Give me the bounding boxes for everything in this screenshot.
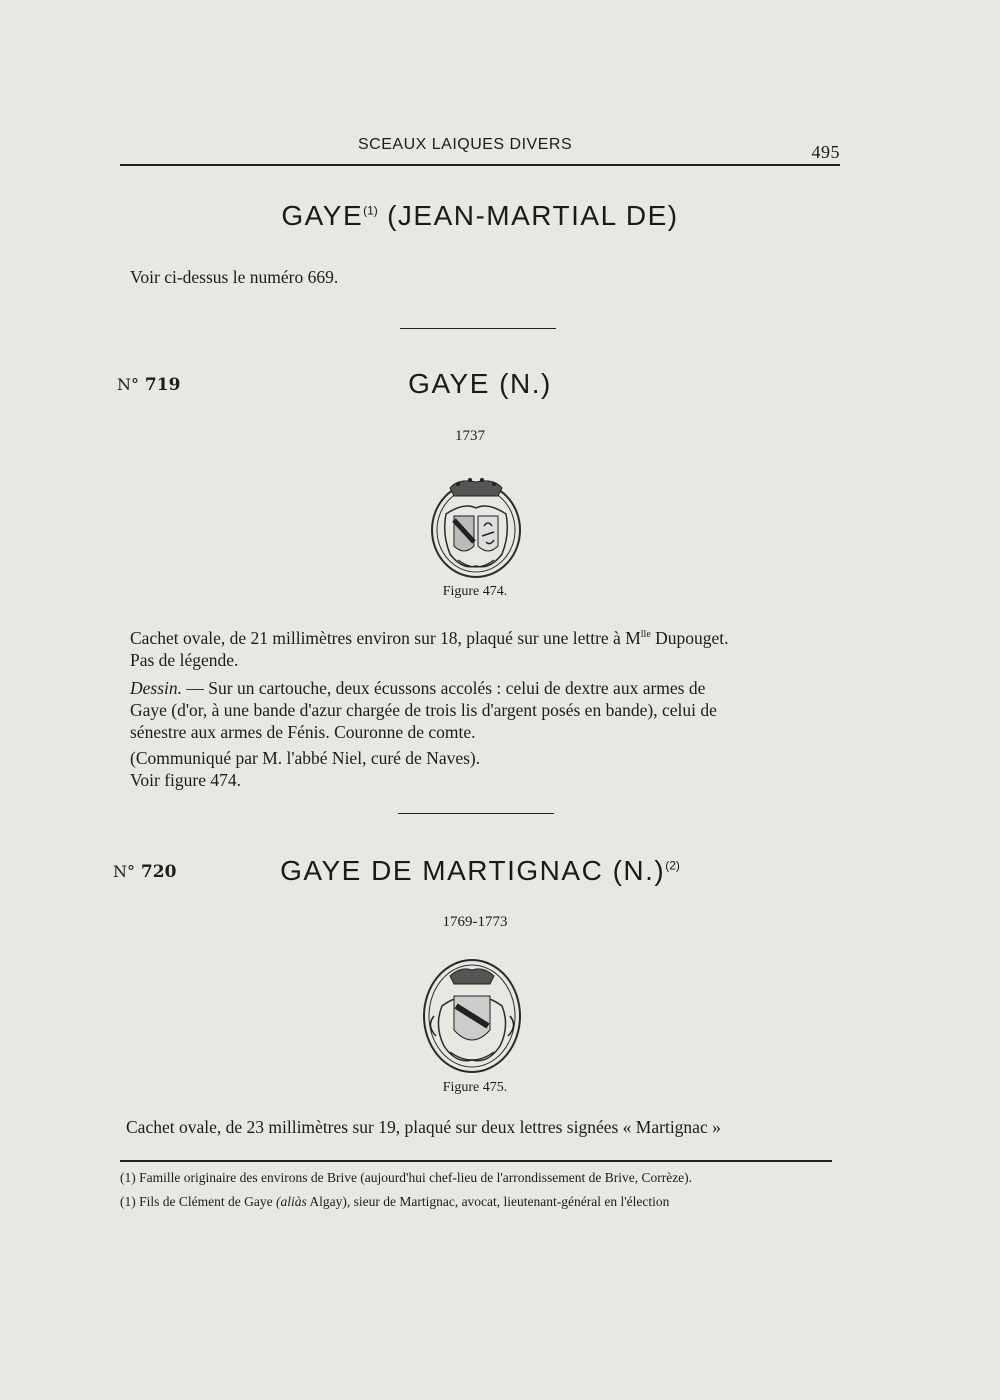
heading-gaye-de-martignac: GAYE DE MARTIGNAC $(N.)^{(2)}$: [280, 855, 680, 886]
figure-caption-474: Figure 474.: [442, 584, 508, 599]
seal-date-719: 1737: [455, 428, 485, 444]
text-line: Pas de légende.: [130, 649, 239, 670]
seal-date-720: 1769-1773: [442, 914, 508, 930]
description-719: [130, 624, 838, 791]
text-line: Cachet ovale, de 21 millimètres environ sur 18, plaqué sur une lettre à $M^{lle}$ Dupouget.: [130, 627, 729, 648]
entry-number-720: N° 720: [113, 862, 177, 882]
footnote-ref-2[interactable]: (2): [665, 858, 680, 873]
footnote-ref-1[interactable]: (1): [363, 203, 378, 218]
seal-image-474: [428, 474, 524, 580]
page-number: 495: [811, 142, 840, 162]
running-title: SCEAUX LAIQUES DIVERS: [358, 136, 573, 153]
section-divider: [398, 813, 554, 814]
footnote-2: (1) Fils de Clément de Gaye (aliàs Algay), sieur de Martignac, avocat, lieutenant-général en l'élection: [120, 1194, 670, 1209]
footnote-1: (1) Famille originaire des environs de Brive (aujourd'hui chef-lieu de l'arrondissement de Brive, Corrèze).: [120, 1170, 693, 1185]
heading-gaye-jean-martial: GAYE$^{(1)}$ (JEAN-MARTIAL DE): [281, 200, 679, 231]
header-rule: [120, 164, 840, 166]
text-line: Dessin. — Sur un cartouche, deux écussons accolés : celui de dextre aux armes de: [130, 677, 706, 698]
heading-gaye-n: GAYE (N.): [408, 368, 552, 399]
running-header: [120, 136, 840, 160]
text-line: Voir figure 474.: [130, 769, 241, 790]
figure-caption-475: Figure 475.: [442, 1080, 508, 1095]
description-720: Cachet ovale, de 23 millimètres sur 19, plaqué sur deux lettres signées « Martignac »: [126, 1117, 721, 1137]
section-divider: [400, 328, 556, 329]
seal-image-475: [420, 956, 524, 1076]
footnote-rule: [120, 1160, 832, 1162]
text-line: Gaye (d'or, à une bande d'azur chargée de trois lis d'argent posés en bande), celui de: [130, 699, 717, 720]
cross-reference-text: Voir ci-dessus le numéro 669.: [130, 267, 339, 287]
text-line: sénestre aux armes de Fénis. Couronne de comte.: [130, 721, 476, 742]
entry-number-719: N° 719: [117, 375, 181, 395]
text-line: (Communiqué par M. l'abbé Niel, curé de Naves).: [130, 747, 481, 768]
